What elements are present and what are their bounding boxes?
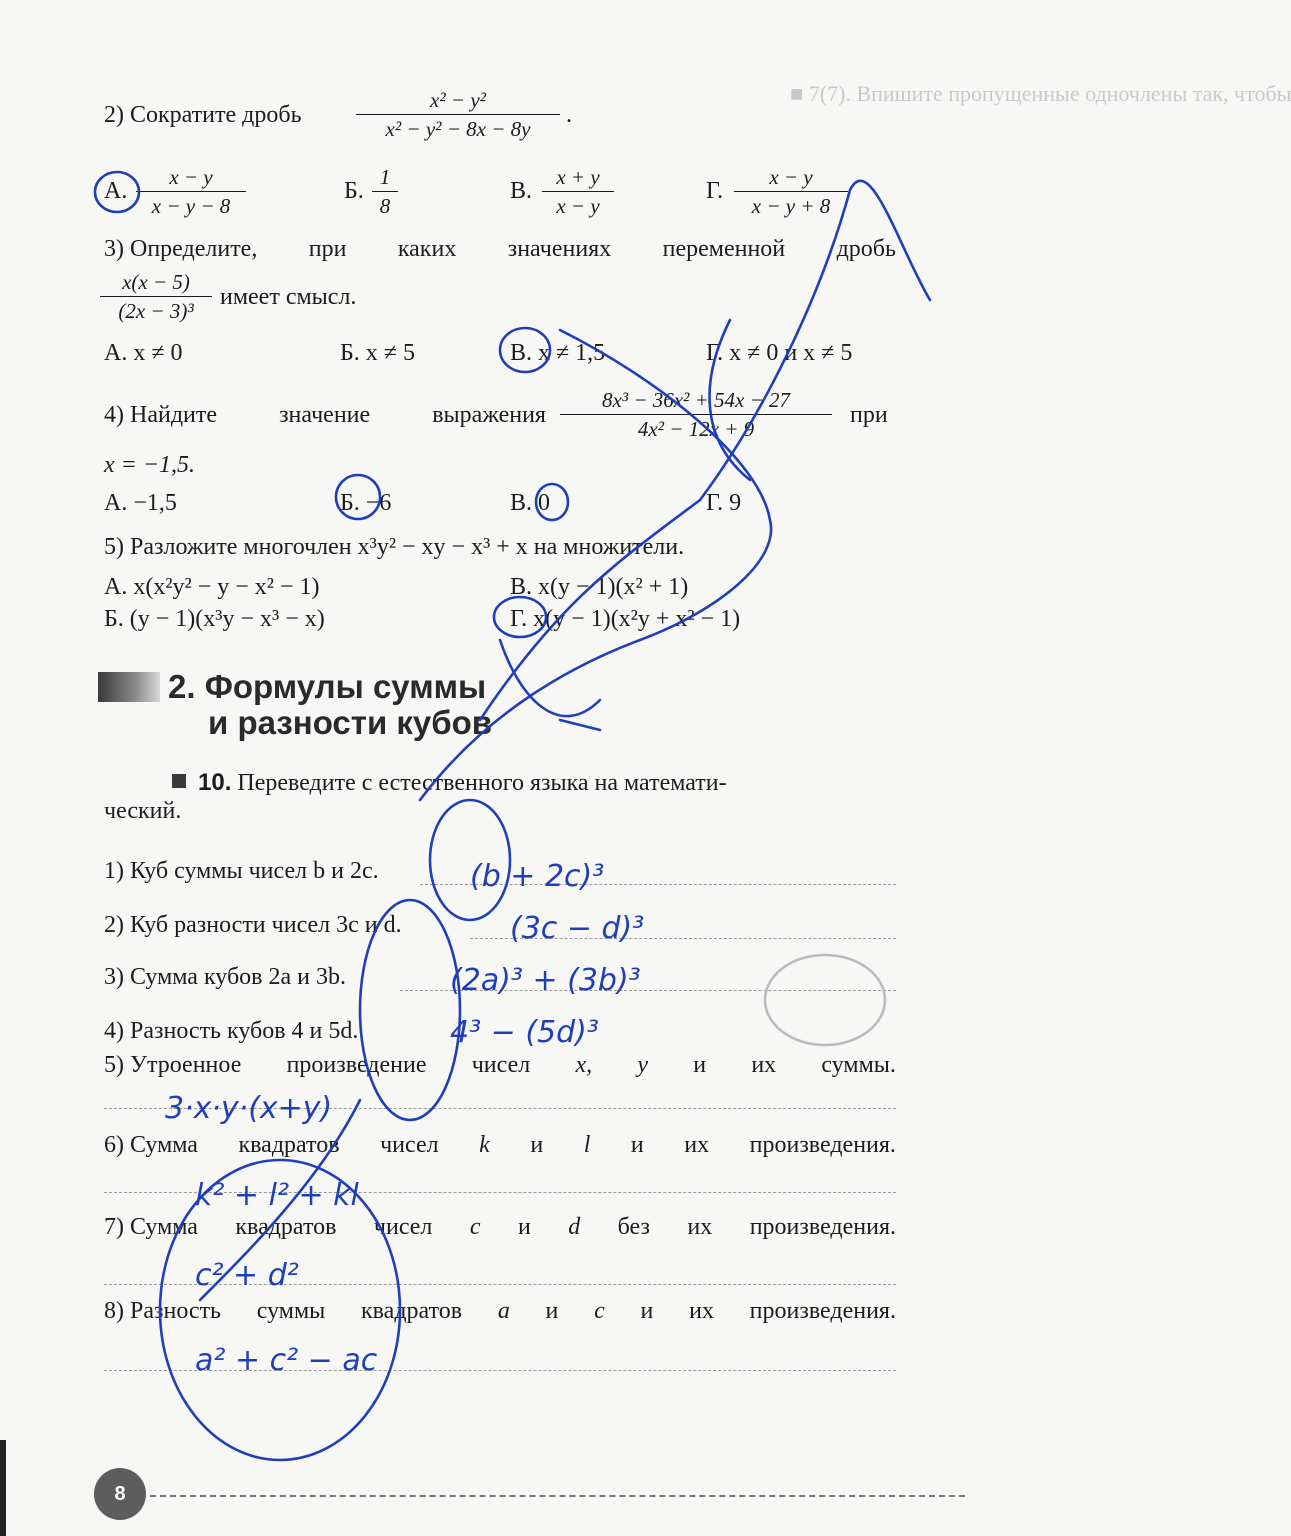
task10-item-2: 2) Куб разности чисел 3c и d.: [104, 912, 402, 938]
q4-frac-den: 4x² − 12x + 9: [560, 414, 832, 441]
task10-item-5: [104, 1050, 896, 1080]
item7-word: чисел: [373, 1214, 433, 1240]
q4-option-v: В. 0: [510, 490, 551, 516]
item8-word: их: [689, 1298, 714, 1324]
big-loop-1: [430, 800, 510, 920]
task10-number: 10.: [198, 769, 232, 796]
check-stroke-5: [500, 640, 600, 716]
tick-mark: [560, 720, 600, 730]
q4-prompt: [104, 400, 546, 430]
q4-word: значение: [279, 402, 371, 428]
q5-option-a: А. x(x²y² − y − x² − 1): [104, 574, 320, 600]
q5-prompt: 5) Разложите многочлен x³y² − xy − x³ + x на множители.: [104, 534, 685, 560]
q3-suffix: имеет смысл.: [220, 284, 357, 310]
task10-text-line2: ческий.: [104, 798, 182, 824]
q3-word: переменной: [662, 236, 786, 262]
item6-word: квадратов: [238, 1132, 340, 1158]
hw-answer-8: a² + c² − ac: [195, 1343, 378, 1378]
q3-option-v: В. x ≠ 1,5: [510, 340, 606, 366]
q4-fraction: [560, 388, 832, 441]
q3-option-b: Б. x ≠ 5: [340, 340, 415, 366]
item5-word: произведение: [286, 1052, 427, 1078]
answer-line-8: [104, 1370, 896, 1371]
hw-answer-7: c² + d²: [195, 1258, 299, 1293]
q2-frac-den: x² − y² − 8x − 8y: [356, 114, 560, 141]
item7-word: и: [517, 1214, 531, 1240]
task10-item-1: 1) Куб суммы чисел b и 2c.: [104, 858, 379, 884]
item5-word: чисел: [471, 1052, 531, 1078]
item8-word: квадратов: [361, 1298, 463, 1324]
q2-frac-num: x² − y²: [430, 88, 486, 112]
hw-answer-1: (b + 2c)³: [470, 859, 605, 894]
item8-word: и: [640, 1298, 654, 1324]
bleed-circle: [765, 955, 885, 1045]
q2-option-v-label: В.: [510, 178, 533, 204]
task10-text-line1: Переведите с естественного языка на математи-: [237, 770, 727, 796]
q2-option-a-frac: [136, 165, 246, 218]
item7-word: 7) Сумма: [104, 1214, 198, 1240]
q4-frac-num: 8x³ − 36x² + 54x − 27: [601, 388, 791, 412]
page-number: 8: [94, 1468, 146, 1520]
hw-answer-4: 4³ − (5d)³: [450, 1015, 599, 1050]
q4-option-g: Г. 9: [706, 490, 742, 516]
task10-item-8: [104, 1296, 896, 1326]
item8-word: суммы: [256, 1298, 326, 1324]
answer-line-2: [470, 938, 896, 939]
q2-period: .: [566, 102, 572, 128]
section-title-line2: и разности кубов: [208, 704, 493, 741]
q2-option-g-den: x − y + 8: [734, 191, 848, 218]
item8-word: произведения.: [749, 1298, 896, 1324]
item7-word: их: [687, 1214, 713, 1240]
item8-word: a: [497, 1298, 510, 1324]
item7-word: квадратов: [235, 1214, 337, 1240]
q3-option-a: А. x ≠ 0: [104, 340, 183, 366]
q4-option-a: А. −1,5: [104, 490, 177, 516]
item6-word: и: [630, 1132, 644, 1158]
item8-word: и: [545, 1298, 559, 1324]
q5-option-v: В. x(y − 1)(x² + 1): [510, 574, 689, 600]
item5-word: x,: [575, 1052, 593, 1078]
q4-word: 4) Найдите: [104, 402, 218, 428]
q3-word: при: [308, 236, 347, 262]
item7-word: c: [469, 1214, 481, 1240]
q3-word: дробь: [836, 236, 896, 262]
item5-word: их: [751, 1052, 777, 1078]
q5-option-g: Г. x(y − 1)(x²y + x² − 1): [510, 606, 741, 632]
answer-line-7: [104, 1284, 896, 1285]
hw-answer-3: (2a)³ + (3b)³: [450, 963, 641, 998]
q2-option-b-den: 8: [372, 191, 398, 218]
q5-option-b: Б. (y − 1)(x³y − x³ − x): [104, 606, 325, 632]
item5-word: суммы.: [821, 1052, 896, 1078]
answer-line-3: [400, 990, 896, 991]
q2-option-b-frac: [372, 165, 398, 218]
bleed-text: ■ 7(7). Впишите пропущенные одночлены так, чтобы: [790, 81, 1291, 106]
item7-word: d: [568, 1214, 581, 1240]
answer-line-1: [420, 884, 896, 885]
q3-word: 3) Определите,: [104, 236, 258, 262]
answer-line-6: [104, 1192, 896, 1193]
q3-frac-den: (2x − 3)³: [100, 296, 212, 323]
item7-word: без: [617, 1214, 650, 1240]
q2-option-g-frac: [734, 165, 848, 218]
item5-word: и: [693, 1052, 707, 1078]
task10-item-6: [104, 1130, 896, 1160]
q2-option-v-den: x − y: [542, 191, 614, 218]
hw-answer-6: k² + l² + kl: [195, 1178, 359, 1213]
item8-word: c: [594, 1298, 605, 1324]
task10-header: [172, 768, 727, 798]
q2-fraction: [356, 88, 560, 141]
q2-option-v-num: x + y: [556, 165, 600, 189]
q3-fraction: [100, 270, 212, 323]
footer-divider: [150, 1495, 965, 1497]
q2-option-g-label: Г.: [706, 178, 724, 204]
q3-word: каких: [397, 236, 457, 262]
item6-word: k: [479, 1132, 490, 1158]
q2-option-g-num: x − y: [769, 165, 813, 189]
item5-word: y: [637, 1052, 648, 1078]
q4-line2: x = −1,5.: [104, 452, 196, 478]
q2-option-a-label: А.: [104, 178, 128, 204]
q2-option-b-num: 1: [379, 165, 391, 189]
q2-prompt: 2) Сократите дробь: [104, 102, 302, 128]
task10-item-4: 4) Разность кубов 4 и 5d.: [104, 1018, 359, 1044]
section-heading-bar: [98, 672, 160, 702]
task10-item-7: [104, 1212, 896, 1242]
q3-prompt: [104, 234, 896, 264]
item5-word: 5) Утроенное: [104, 1052, 242, 1078]
q2-option-b-label: Б.: [344, 178, 364, 204]
item6-word: произведения.: [749, 1132, 896, 1158]
q4-after: при: [850, 402, 888, 428]
q3-frac-num: x(x − 5): [122, 270, 190, 294]
task-square-icon: [172, 774, 186, 788]
item6-word: l: [583, 1132, 591, 1158]
q2-option-a-den: x − y − 8: [136, 191, 246, 218]
binding-edge: [0, 1440, 6, 1536]
hw-answer-5: 3·x·y·(x+y): [165, 1091, 333, 1126]
q4-word: выражения: [432, 402, 546, 428]
task10-item-3: 3) Сумма кубов 2a и 3b.: [104, 964, 346, 990]
q4-option-b: Б. −6: [340, 490, 392, 516]
item6-word: чисел: [380, 1132, 439, 1158]
item6-word: и: [530, 1132, 544, 1158]
q2-option-v-frac: [542, 165, 614, 218]
answer-line-5: [104, 1108, 896, 1109]
item8-word: 8) Разность: [104, 1298, 221, 1324]
q3-word: значениях: [507, 236, 612, 262]
q2-option-a-num: x − y: [169, 165, 213, 189]
item6-word: 6) Сумма: [104, 1132, 198, 1158]
section-title-line1: 2. Формулы суммы: [168, 668, 487, 705]
item6-word: их: [684, 1132, 710, 1158]
q3-option-g: Г. x ≠ 0 и x ≠ 5: [706, 340, 853, 366]
item7-word: произведения.: [749, 1214, 896, 1240]
hw-answer-2: (3c − d)³: [510, 911, 645, 946]
